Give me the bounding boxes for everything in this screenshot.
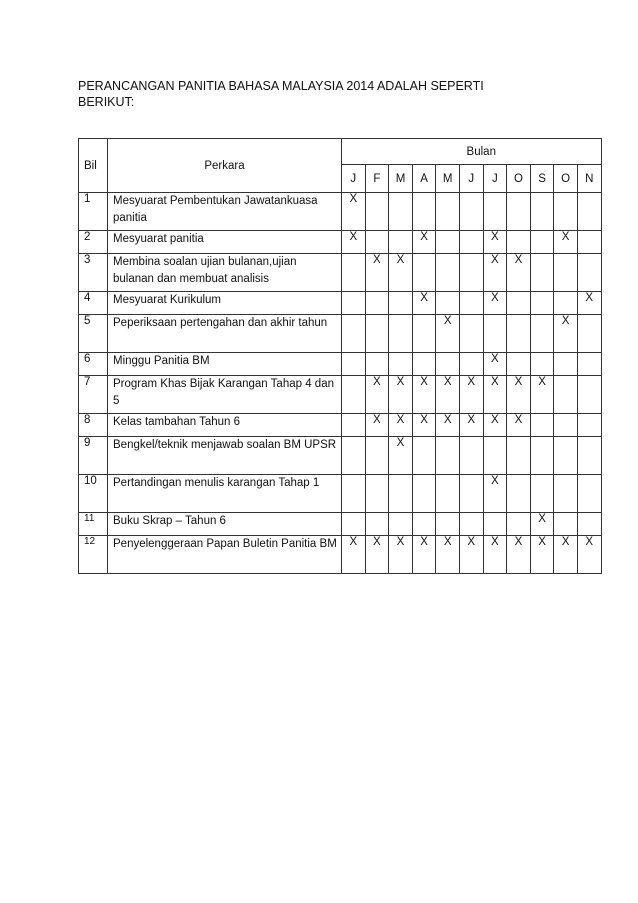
month-mark-cell (507, 475, 531, 513)
month-mark-cell (389, 231, 413, 254)
bil-cell: 4 (79, 292, 108, 315)
month-mark-cell (483, 513, 507, 536)
month-mark-cell (530, 315, 554, 353)
month-mark-cell: X (507, 414, 531, 437)
perkara-cell: Bengkel/teknik menjawab soalan BM UPSR (108, 437, 342, 475)
month-mark-cell: X (554, 231, 578, 254)
month-mark-cell (412, 254, 436, 292)
heading-line-2: BERIKUT: (78, 95, 135, 109)
month-mark-cell (554, 254, 578, 292)
month-mark-cell (365, 315, 389, 353)
month-mark-cell (577, 376, 601, 414)
month-mark-cell (459, 353, 483, 376)
month-mark-cell: X (412, 536, 436, 574)
month-mark-cell (342, 315, 366, 353)
month-mark-cell: X (412, 414, 436, 437)
month-mark-cell (530, 231, 554, 254)
month-mark-cell: X (389, 536, 413, 574)
month-mark-cell (577, 437, 601, 475)
month-mark-cell (577, 513, 601, 536)
month-mark-cell (342, 353, 366, 376)
perkara-cell: Kelas tambahan Tahun 6 (108, 414, 342, 437)
perkara-cell: Mesyuarat Pembentukan Jawatankuasa panitia (108, 193, 342, 231)
month-mark-cell: X (459, 376, 483, 414)
month-mark-cell (436, 193, 460, 231)
month-mark-cell (530, 254, 554, 292)
month-mark-cell: X (577, 536, 601, 574)
month-mark-cell (554, 376, 578, 414)
month-mark-cell (436, 437, 460, 475)
month-header-cell: J (483, 165, 507, 193)
perkara-cell: Mesyuarat Kurikulum (108, 292, 342, 315)
bil-cell: 12 (79, 536, 108, 574)
month-mark-cell: X (389, 376, 413, 414)
month-mark-cell: X (436, 536, 460, 574)
month-mark-cell: X (507, 254, 531, 292)
month-mark-cell: X (530, 513, 554, 536)
month-mark-cell: X (483, 536, 507, 574)
month-mark-cell (389, 292, 413, 315)
month-mark-cell (530, 353, 554, 376)
month-mark-cell (577, 315, 601, 353)
month-mark-cell (342, 414, 366, 437)
month-mark-cell (459, 231, 483, 254)
month-mark-cell (459, 193, 483, 231)
document-heading (78, 78, 598, 110)
month-header-cell: M (389, 165, 413, 193)
month-mark-cell (554, 414, 578, 437)
month-mark-cell (412, 475, 436, 513)
perkara-cell: Membina soalan ujian bulanan,ujian bulanan dan membuat analisis (108, 254, 342, 292)
month-mark-cell (507, 353, 531, 376)
month-mark-cell (389, 315, 413, 353)
month-mark-cell (483, 315, 507, 353)
month-mark-cell (554, 437, 578, 475)
month-header-cell: N (577, 165, 601, 193)
month-header-cell: A (412, 165, 436, 193)
table-row (79, 353, 602, 376)
month-mark-cell (412, 315, 436, 353)
month-mark-cell (530, 475, 554, 513)
month-mark-cell (342, 254, 366, 292)
month-mark-cell: X (459, 414, 483, 437)
month-mark-cell: X (365, 254, 389, 292)
month-mark-cell: X (365, 414, 389, 437)
month-mark-cell: X (483, 292, 507, 315)
month-mark-cell (342, 292, 366, 315)
month-mark-cell (507, 513, 531, 536)
month-mark-cell: X (389, 437, 413, 475)
month-mark-cell: X (342, 231, 366, 254)
month-mark-cell: X (554, 315, 578, 353)
month-mark-cell (342, 475, 366, 513)
month-mark-cell (554, 292, 578, 315)
month-mark-cell: X (483, 376, 507, 414)
bil-cell: 10 (79, 475, 108, 513)
perkara-header: Perkara (108, 139, 342, 193)
month-header-cell: S (530, 165, 554, 193)
month-header-cell: J (459, 165, 483, 193)
month-mark-cell (365, 231, 389, 254)
month-mark-cell (459, 254, 483, 292)
bil-cell: 3 (79, 254, 108, 292)
month-mark-cell: X (412, 376, 436, 414)
table-row (79, 437, 602, 475)
month-mark-cell: X (577, 292, 601, 315)
month-mark-cell (507, 292, 531, 315)
month-mark-cell: X (389, 414, 413, 437)
table-row (79, 193, 602, 231)
month-mark-cell (365, 437, 389, 475)
month-mark-cell (483, 193, 507, 231)
month-mark-cell: X (365, 376, 389, 414)
month-mark-cell: X (389, 254, 413, 292)
month-mark-cell (507, 437, 531, 475)
month-mark-cell (530, 437, 554, 475)
month-mark-cell (554, 353, 578, 376)
month-header-cell: O (554, 165, 578, 193)
month-mark-cell (459, 315, 483, 353)
month-mark-cell (436, 292, 460, 315)
month-mark-cell (436, 513, 460, 536)
perkara-cell: Penyelenggeraan Papan Buletin Panitia BM (108, 536, 342, 574)
month-mark-cell (412, 513, 436, 536)
month-mark-cell (577, 414, 601, 437)
month-mark-cell (365, 292, 389, 315)
month-mark-cell: X (365, 536, 389, 574)
month-mark-cell (389, 513, 413, 536)
month-header-cell: F (365, 165, 389, 193)
month-mark-cell: X (483, 231, 507, 254)
month-mark-cell: X (342, 193, 366, 231)
month-mark-cell (530, 414, 554, 437)
table-row (79, 231, 602, 254)
month-mark-cell: X (342, 536, 366, 574)
month-mark-cell: X (530, 376, 554, 414)
month-mark-cell (342, 513, 366, 536)
month-mark-cell: X (483, 414, 507, 437)
perkara-cell: Program Khas Bijak Karangan Tahap 4 dan 5 (108, 376, 342, 414)
month-mark-cell (507, 231, 531, 254)
bil-cell: 11 (79, 513, 108, 536)
month-mark-cell: X (412, 231, 436, 254)
month-mark-cell (412, 437, 436, 475)
bil-cell: 7 (79, 376, 108, 414)
month-mark-cell (459, 437, 483, 475)
month-header-cell: O (507, 165, 531, 193)
month-mark-cell (412, 353, 436, 376)
table-row (79, 414, 602, 437)
plan-table (78, 138, 602, 574)
month-mark-cell (365, 353, 389, 376)
month-mark-cell (389, 475, 413, 513)
month-mark-cell (577, 193, 601, 231)
month-mark-cell: X (436, 414, 460, 437)
month-mark-cell (530, 193, 554, 231)
bil-cell: 1 (79, 193, 108, 231)
bil-cell: 8 (79, 414, 108, 437)
month-mark-cell (483, 437, 507, 475)
table-row (79, 536, 602, 574)
table-row (79, 315, 602, 353)
month-mark-cell (365, 475, 389, 513)
month-mark-cell (459, 475, 483, 513)
month-mark-cell: X (459, 536, 483, 574)
month-mark-cell (342, 376, 366, 414)
month-mark-cell (389, 193, 413, 231)
perkara-cell: Buku Skrap – Tahun 6 (108, 513, 342, 536)
month-mark-cell (365, 193, 389, 231)
month-mark-cell (577, 353, 601, 376)
bil-cell: 9 (79, 437, 108, 475)
month-mark-cell (412, 193, 436, 231)
month-mark-cell (554, 193, 578, 231)
month-mark-cell (554, 513, 578, 536)
month-mark-cell (389, 353, 413, 376)
table-row (79, 254, 602, 292)
month-mark-cell: X (554, 536, 578, 574)
month-mark-cell (554, 475, 578, 513)
table-row (79, 475, 602, 513)
month-mark-cell (436, 254, 460, 292)
bil-header: Bil (79, 139, 108, 193)
month-mark-cell (577, 475, 601, 513)
month-mark-cell (459, 513, 483, 536)
month-mark-cell (436, 475, 460, 513)
bulan-header (342, 139, 602, 165)
bil-cell: 6 (79, 353, 108, 376)
month-mark-cell (459, 292, 483, 315)
perkara-cell: Peperiksaan pertengahan dan akhir tahun (108, 315, 342, 353)
month-mark-cell (577, 231, 601, 254)
month-mark-cell: X (483, 254, 507, 292)
month-mark-cell (436, 353, 460, 376)
table-row (79, 513, 602, 536)
month-mark-cell: X (507, 536, 531, 574)
table-row (79, 292, 602, 315)
month-mark-cell: X (507, 376, 531, 414)
month-header-cell: J (342, 165, 366, 193)
month-mark-cell: X (436, 315, 460, 353)
month-mark-cell: X (530, 536, 554, 574)
perkara-cell: Mesyuarat panitia (108, 231, 342, 254)
perkara-cell: Pertandingan menulis karangan Tahap 1 (108, 475, 342, 513)
month-header-cell: M (436, 165, 460, 193)
month-mark-cell: X (436, 376, 460, 414)
bil-cell: 2 (79, 231, 108, 254)
plan-table-body (79, 193, 602, 574)
month-mark-cell (507, 193, 531, 231)
table-row (79, 376, 602, 414)
month-mark-cell (530, 292, 554, 315)
month-mark-cell: X (483, 353, 507, 376)
month-mark-cell: X (483, 475, 507, 513)
month-mark-cell (365, 513, 389, 536)
bil-cell: 5 (79, 315, 108, 353)
month-mark-cell: X (412, 292, 436, 315)
heading-line-1: PERANCANGAN PANITIA BAHASA MALAYSIA 2014 ADALAH SEPERTI (78, 79, 484, 93)
month-mark-cell (436, 231, 460, 254)
bulan-header-label: Bulan (466, 145, 496, 158)
perkara-cell: Minggu Panitia BM (108, 353, 342, 376)
month-mark-cell (577, 254, 601, 292)
month-mark-cell (507, 315, 531, 353)
month-mark-cell (342, 437, 366, 475)
